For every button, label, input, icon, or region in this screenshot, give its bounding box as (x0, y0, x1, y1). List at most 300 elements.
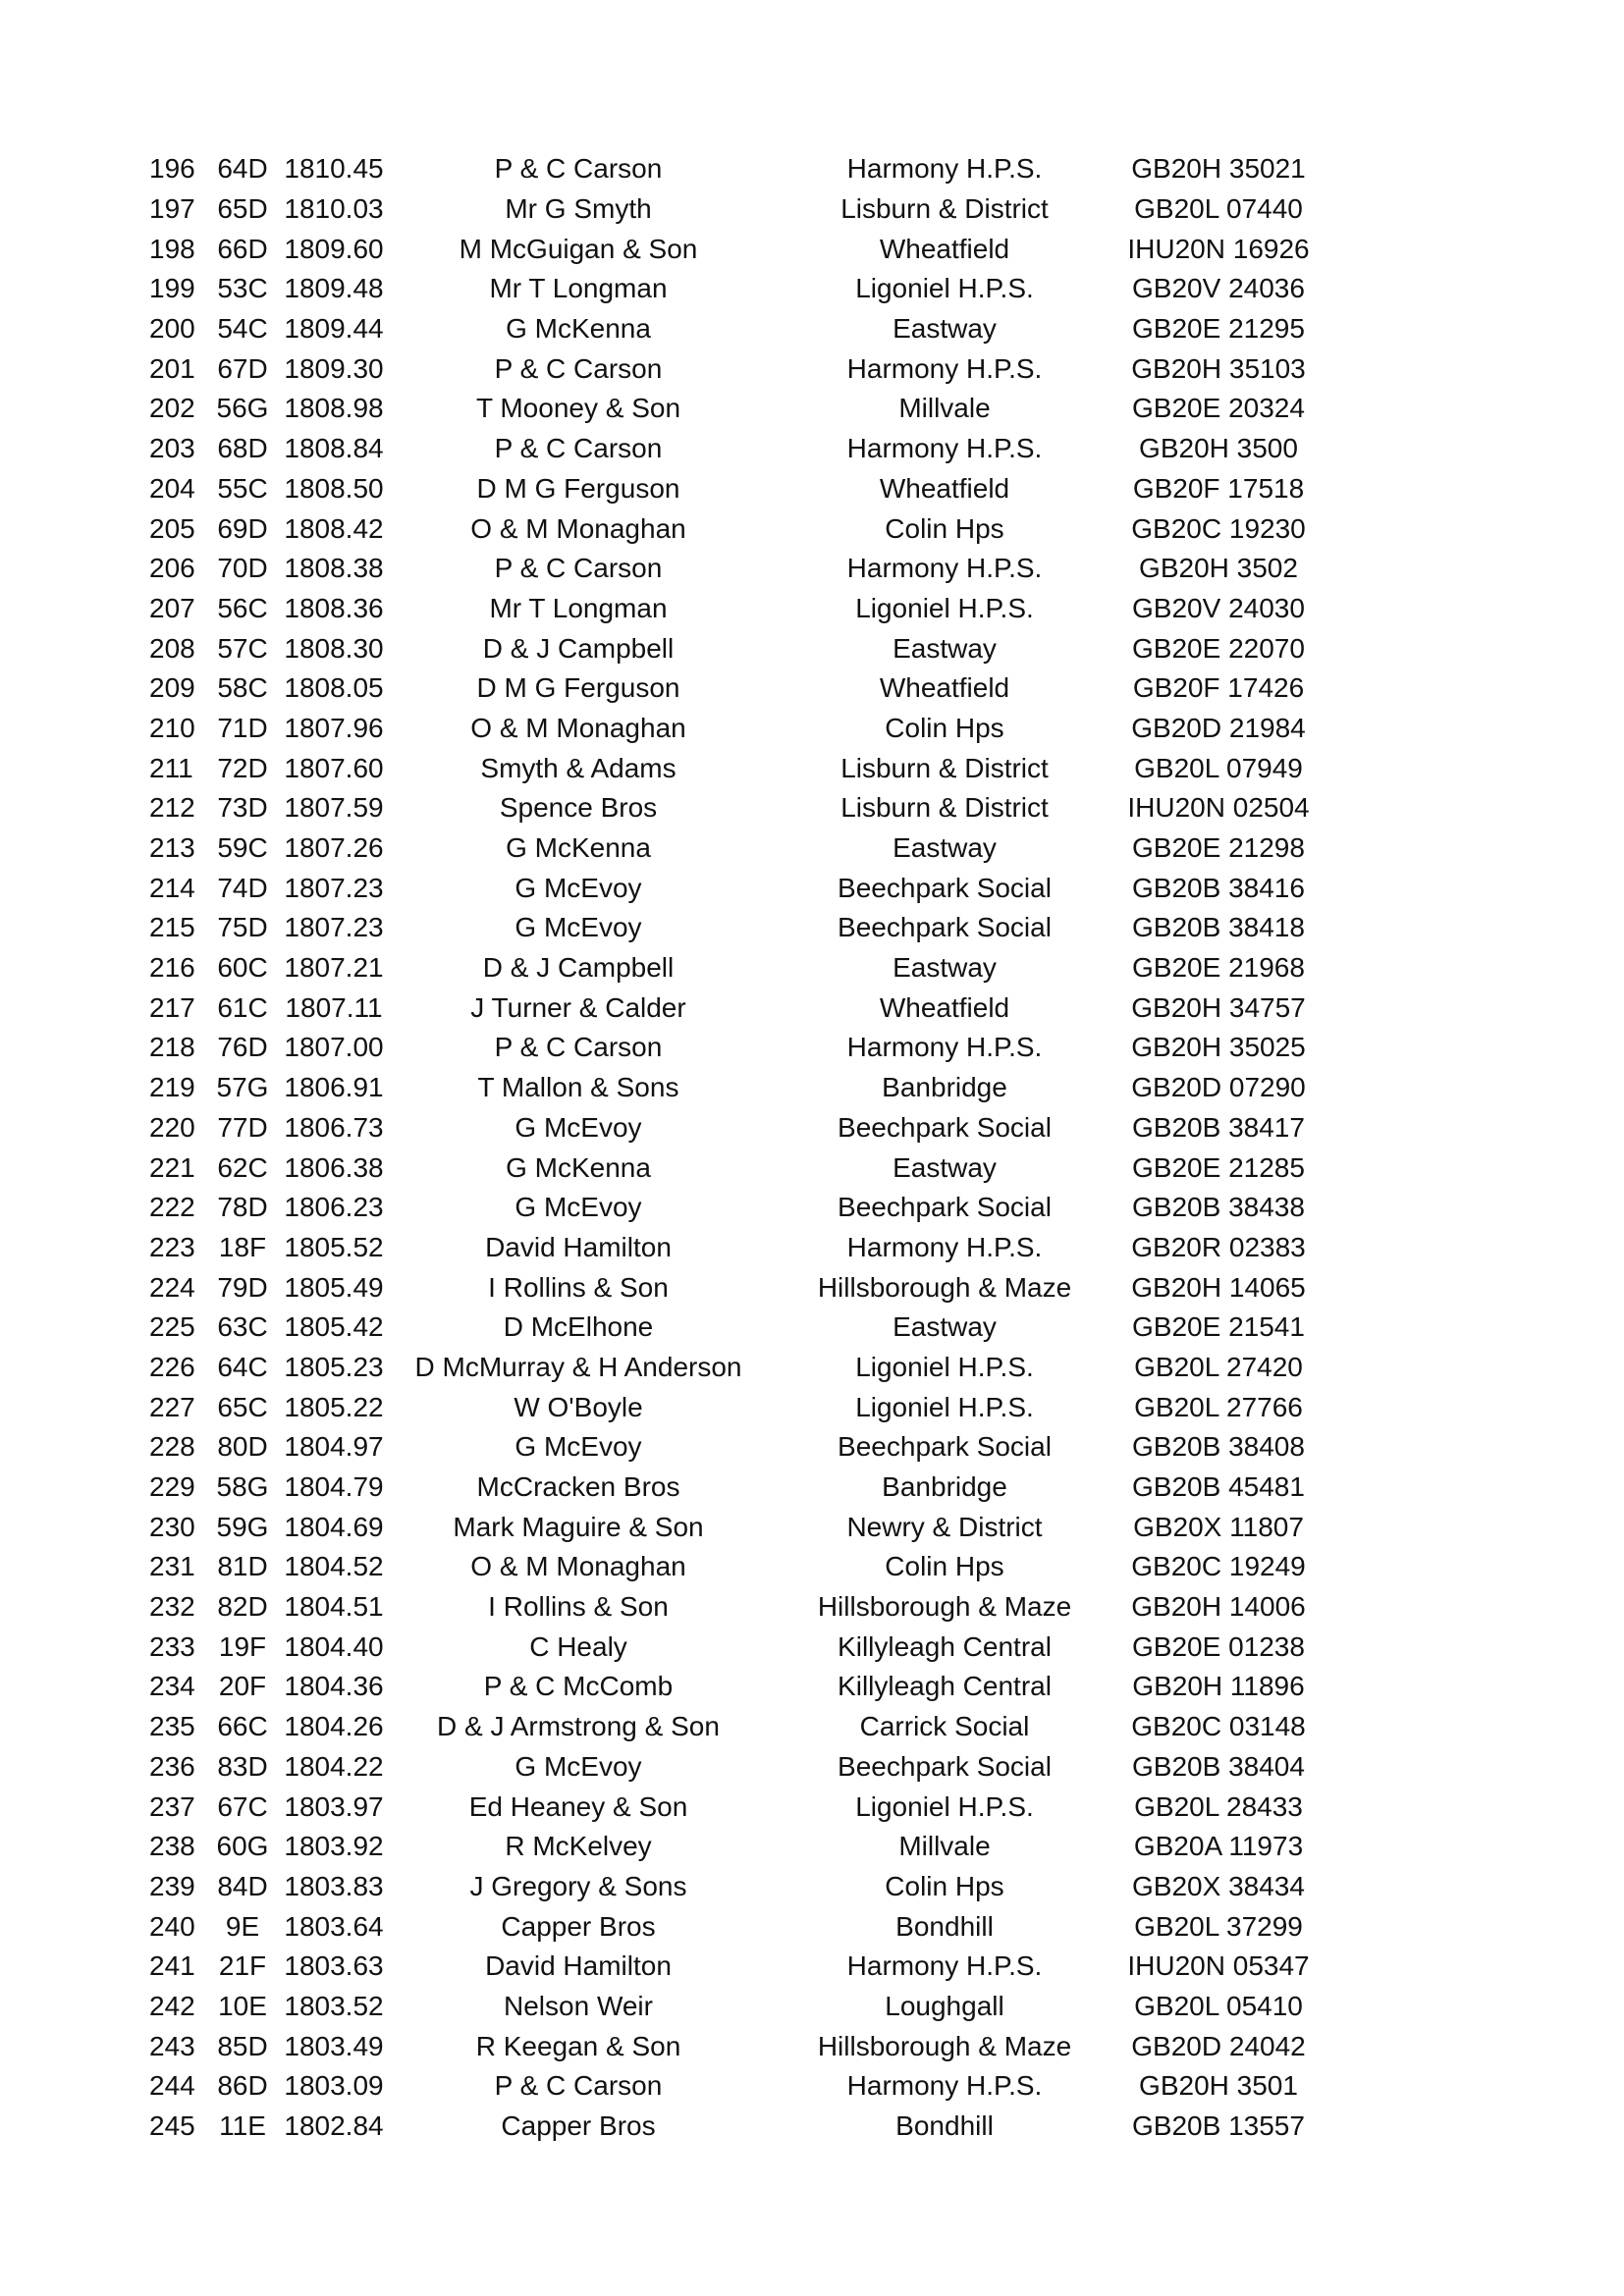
fancier-name-cell: D & J Armstrong & Son (437, 1711, 720, 1742)
fancier-name-cell: T Mooney & Son (475, 393, 681, 424)
table-row (149, 1387, 1312, 1427)
club-cell: Harmony H.P.S. (846, 153, 1043, 185)
table-row (149, 1667, 1312, 1707)
ring-number-cell: GB20B 13557 (1132, 2110, 1305, 2142)
club-cell: Beechpark Social (838, 1111, 1052, 1143)
fancier-name-cell: D M G Ferguson (476, 672, 680, 704)
velocity-cell: 1810.03 (284, 193, 384, 225)
pen-number-cell: 11E (219, 2110, 266, 2142)
pen-number-cell: 60C (217, 952, 268, 984)
velocity-cell: 1803.92 (284, 1831, 384, 1862)
velocity-cell: 1803.97 (284, 1790, 384, 1822)
pen-number-cell: 66D (217, 233, 268, 264)
velocity-cell: 1804.52 (284, 1551, 384, 1582)
club-cell: Bondhill (895, 2110, 994, 2142)
club-cell: Beechpark Social (838, 872, 1052, 903)
fancier-name-cell: Mr G Smyth (505, 193, 652, 225)
table-row (149, 1108, 1312, 1148)
club-cell: Harmony H.P.S. (846, 433, 1043, 464)
table-row (149, 1228, 1312, 1268)
fancier-name-cell: G McKenna (506, 313, 651, 345)
velocity-cell: 1807.11 (285, 991, 383, 1023)
club-cell: Colin Hps (885, 512, 1004, 544)
position-cell: 239 (149, 1870, 195, 1901)
fancier-name-cell: P & C Carson (494, 153, 663, 185)
pen-number-cell: 53C (217, 273, 268, 304)
table-row (149, 748, 1312, 788)
pen-number-cell: 55C (217, 472, 268, 504)
position-cell: 223 (149, 1231, 195, 1262)
table-row (149, 149, 1312, 189)
fancier-name-cell: D McElhone (503, 1311, 654, 1343)
velocity-cell: 1809.60 (284, 233, 384, 264)
fancier-name-cell: O & M Monaghan (470, 512, 686, 544)
table-row (149, 1547, 1312, 1587)
position-cell: 228 (149, 1431, 195, 1463)
fancier-name-cell: P & C McComb (483, 1671, 674, 1702)
table-row (149, 1348, 1312, 1388)
fancier-name-cell: G McEvoy (514, 1431, 642, 1463)
club-cell: Harmony H.P.S. (846, 352, 1043, 384)
pen-number-cell: 64C (217, 1351, 268, 1382)
fancier-name-cell: P & C Carson (494, 352, 663, 384)
pen-number-cell: 71D (217, 712, 268, 743)
position-cell: 204 (149, 472, 195, 504)
club-cell: Harmony H.P.S. (846, 1950, 1043, 1982)
club-cell: Newry & District (846, 1511, 1043, 1542)
fancier-name-cell: Smyth & Adams (480, 752, 677, 783)
club-cell: Banbridge (882, 1072, 1007, 1103)
ring-number-cell: GB20L 27766 (1134, 1391, 1303, 1422)
table-row (149, 309, 1312, 349)
pen-number-cell: 65D (217, 193, 268, 225)
table-row (149, 2066, 1312, 2107)
club-cell: Loughgall (885, 1990, 1004, 2021)
ring-number-cell: GB20X 38434 (1132, 1870, 1305, 1901)
velocity-cell: 1804.22 (284, 1750, 384, 1782)
pen-number-cell: 54C (217, 313, 268, 345)
pen-number-cell: 83D (217, 1750, 268, 1782)
fancier-name-cell: D M G Ferguson (476, 472, 680, 504)
pen-number-cell: 9E (225, 1910, 260, 1942)
ring-number-cell: IHU20N 05347 (1127, 1950, 1310, 1982)
position-cell: 233 (149, 1630, 195, 1662)
pen-number-cell: 70D (217, 553, 268, 584)
pen-number-cell: 78D (217, 1192, 268, 1223)
position-cell: 212 (149, 792, 195, 824)
position-cell: 220 (149, 1111, 195, 1143)
pen-number-cell: 80D (217, 1431, 268, 1463)
position-cell: 203 (149, 433, 195, 464)
club-cell: Eastway (893, 832, 997, 864)
velocity-cell: 1803.83 (284, 1870, 384, 1901)
fancier-name-cell: G McKenna (506, 1151, 651, 1183)
club-cell: Wheatfield (879, 991, 1010, 1023)
pen-number-cell: 77D (217, 1111, 268, 1143)
club-cell: Bondhill (895, 1910, 994, 1942)
position-cell: 208 (149, 632, 195, 664)
velocity-cell: 1806.73 (284, 1111, 384, 1143)
velocity-cell: 1808.38 (284, 553, 384, 584)
velocity-cell: 1807.60 (284, 752, 384, 783)
position-cell: 209 (149, 672, 195, 704)
fancier-name-cell: D McMurray & H Anderson (414, 1351, 742, 1382)
ring-number-cell: GB20C 03148 (1131, 1711, 1306, 1742)
velocity-cell: 1804.26 (284, 1711, 384, 1742)
table-row (149, 348, 1312, 389)
fancier-name-cell: C Healy (529, 1630, 627, 1662)
table-row (149, 668, 1312, 709)
pen-number-cell: 67D (217, 352, 268, 384)
fancier-name-cell: McCracken Bros (476, 1471, 680, 1503)
velocity-cell: 1809.44 (284, 313, 384, 345)
velocity-cell: 1808.05 (284, 672, 384, 704)
table-row (149, 908, 1312, 948)
pen-number-cell: 62C (217, 1151, 268, 1183)
velocity-cell: 1802.84 (284, 2110, 384, 2142)
table-row (149, 1507, 1312, 1547)
club-cell: Hillsborough & Maze (817, 2030, 1072, 2061)
velocity-cell: 1803.63 (284, 1950, 384, 1982)
club-cell: Harmony H.P.S. (846, 1231, 1043, 1262)
ring-number-cell: GB20L 05410 (1134, 1990, 1303, 2021)
results-table (149, 149, 1312, 2146)
table-row (149, 229, 1312, 269)
ring-number-cell: GB20B 38418 (1132, 912, 1305, 943)
fancier-name-cell: D & J Campbell (482, 632, 675, 664)
club-cell: Ligoniel H.P.S. (855, 273, 1034, 304)
pen-number-cell: 75D (217, 912, 268, 943)
velocity-cell: 1808.84 (284, 433, 384, 464)
velocity-cell: 1806.23 (284, 1192, 384, 1223)
position-cell: 196 (149, 153, 195, 185)
position-cell: 211 (149, 752, 193, 783)
velocity-cell: 1803.52 (284, 1990, 384, 2021)
table-row (149, 988, 1312, 1028)
pen-number-cell: 20F (218, 1671, 267, 1702)
velocity-cell: 1807.23 (284, 912, 384, 943)
club-cell: Hillsborough & Maze (817, 1591, 1072, 1623)
pen-number-cell: 57C (217, 632, 268, 664)
table-row (149, 549, 1312, 589)
ring-number-cell: GB20H 35021 (1131, 153, 1306, 185)
fancier-name-cell: I Rollins & Son (488, 1591, 669, 1623)
velocity-cell: 1804.40 (284, 1630, 384, 1662)
pen-number-cell: 85D (217, 2030, 268, 2061)
club-cell: Eastway (893, 952, 997, 984)
fancier-name-cell: Mr T Longman (489, 273, 668, 304)
table-row (149, 469, 1312, 509)
club-cell: Killyleagh Central (838, 1671, 1052, 1702)
club-cell: Eastway (893, 1311, 997, 1343)
ring-number-cell: GB20E 21298 (1132, 832, 1305, 864)
club-cell: Harmony H.P.S. (846, 2070, 1043, 2102)
position-cell: 242 (149, 1990, 195, 2021)
ring-number-cell: GB20H 3501 (1139, 2070, 1298, 2102)
table-row (149, 1587, 1312, 1628)
fancier-name-cell: P & C Carson (494, 553, 663, 584)
ring-number-cell: IHU20N 02504 (1127, 792, 1310, 824)
ring-number-cell: GB20D 24042 (1131, 2030, 1306, 2061)
fancier-name-cell: Ed Heaney & Son (468, 1790, 688, 1822)
club-cell: Killyleagh Central (838, 1630, 1052, 1662)
pen-number-cell: 56C (217, 592, 268, 623)
velocity-cell: 1805.42 (284, 1311, 384, 1343)
position-cell: 216 (149, 952, 195, 984)
velocity-cell: 1810.45 (284, 153, 384, 185)
fancier-name-cell: W O'Boyle (514, 1391, 643, 1422)
pen-number-cell: 21F (218, 1950, 267, 1982)
velocity-cell: 1804.69 (284, 1511, 384, 1542)
position-cell: 217 (149, 991, 195, 1023)
table-row (149, 189, 1312, 230)
fancier-name-cell: Spence Bros (499, 792, 658, 824)
ring-number-cell: GB20E 01238 (1132, 1630, 1305, 1662)
club-cell: Lisburn & District (840, 193, 1049, 225)
velocity-cell: 1804.51 (284, 1591, 384, 1623)
fancier-name-cell: O & M Monaghan (470, 1551, 686, 1582)
ring-number-cell: GB20E 21295 (1132, 313, 1305, 345)
fancier-name-cell: M McGuigan & Son (459, 233, 698, 264)
table-row (149, 828, 1312, 869)
table-row (149, 1787, 1312, 1827)
ring-number-cell: GB20L 07949 (1134, 752, 1303, 783)
ring-number-cell: GB20B 38438 (1132, 1192, 1305, 1223)
ring-number-cell: GB20B 38417 (1132, 1111, 1305, 1143)
position-cell: 236 (149, 1750, 195, 1782)
ring-number-cell: GB20E 21285 (1132, 1151, 1305, 1183)
position-cell: 201 (149, 352, 195, 384)
table-row (149, 269, 1312, 309)
table-row (149, 1707, 1312, 1747)
velocity-cell: 1808.42 (284, 512, 384, 544)
club-cell: Beechpark Social (838, 1192, 1052, 1223)
fancier-name-cell: J Turner & Calder (470, 991, 686, 1023)
pen-number-cell: 72D (217, 752, 268, 783)
pen-number-cell: 82D (217, 1591, 268, 1623)
ring-number-cell: GB20L 37299 (1134, 1910, 1303, 1942)
velocity-cell: 1805.22 (284, 1391, 384, 1422)
club-cell: Eastway (893, 313, 997, 345)
club-cell: Eastway (893, 632, 997, 664)
fancier-name-cell: P & C Carson (494, 433, 663, 464)
ring-number-cell: GB20L 07440 (1134, 193, 1303, 225)
table-row (149, 788, 1312, 828)
position-cell: 245 (149, 2110, 195, 2142)
ring-number-cell: GB20C 19230 (1131, 512, 1306, 544)
position-cell: 231 (149, 1551, 195, 1582)
position-cell: 221 (149, 1151, 195, 1183)
pen-number-cell: 59C (217, 832, 268, 864)
ring-number-cell: GB20L 27420 (1134, 1351, 1303, 1382)
table-row (149, 1827, 1312, 1867)
club-cell: Wheatfield (879, 233, 1010, 264)
ring-number-cell: GB20B 45481 (1132, 1471, 1305, 1503)
ring-number-cell: IHU20N 16926 (1127, 233, 1310, 264)
fancier-name-cell: G McEvoy (514, 912, 642, 943)
fancier-name-cell: T Mallon & Sons (477, 1072, 679, 1103)
position-cell: 198 (149, 233, 195, 264)
club-cell: Beechpark Social (838, 1431, 1052, 1463)
pen-number-cell: 68D (217, 433, 268, 464)
position-cell: 232 (149, 1591, 195, 1623)
velocity-cell: 1807.00 (284, 1032, 384, 1063)
ring-number-cell: GB20B 38408 (1132, 1431, 1305, 1463)
velocity-cell: 1805.23 (284, 1351, 384, 1382)
velocity-cell: 1804.79 (284, 1471, 384, 1503)
club-cell: Carrick Social (859, 1711, 1030, 1742)
table-row (149, 1987, 1312, 2027)
ring-number-cell: GB20D 07290 (1131, 1072, 1306, 1103)
ring-number-cell: GB20R 02383 (1131, 1231, 1306, 1262)
table-row (149, 589, 1312, 629)
pen-number-cell: 56G (216, 393, 269, 424)
fancier-name-cell: Nelson Weir (504, 1990, 653, 2021)
pen-number-cell: 73D (217, 792, 268, 824)
pen-number-cell: 65C (217, 1391, 268, 1422)
ring-number-cell: GB20H 35025 (1131, 1032, 1306, 1063)
club-cell: Beechpark Social (838, 1750, 1052, 1782)
table-row (149, 1267, 1312, 1308)
velocity-cell: 1809.30 (284, 352, 384, 384)
pen-number-cell: 18F (218, 1231, 267, 1262)
pen-number-cell: 10E (218, 1990, 267, 2021)
position-cell: 215 (149, 912, 195, 943)
fancier-name-cell: P & C Carson (494, 2070, 663, 2102)
position-cell: 240 (149, 1910, 195, 1942)
pen-number-cell: 58G (216, 1471, 269, 1503)
velocity-cell: 1803.49 (284, 2030, 384, 2061)
fancier-name-cell: G McEvoy (514, 1192, 642, 1223)
pen-number-cell: 69D (217, 512, 268, 544)
table-row (149, 1947, 1312, 1987)
table-row (149, 1068, 1312, 1108)
position-cell: 235 (149, 1711, 195, 1742)
fancier-name-cell: Capper Bros (501, 2110, 656, 2142)
position-cell: 200 (149, 313, 195, 345)
table-row (149, 1028, 1312, 1068)
table-row (149, 2026, 1312, 2066)
ring-number-cell: GB20H 3502 (1139, 553, 1298, 584)
table-row (149, 2107, 1312, 2147)
pen-number-cell: 64D (217, 153, 268, 185)
ring-number-cell: GB20A 11973 (1133, 1831, 1304, 1862)
results-table-body (149, 149, 1312, 2146)
table-row (149, 709, 1312, 749)
table-row (149, 1188, 1312, 1228)
club-cell: Harmony H.P.S. (846, 1032, 1043, 1063)
club-cell: Ligoniel H.P.S. (855, 1391, 1034, 1422)
fancier-name-cell: D & J Campbell (482, 952, 675, 984)
position-cell: 230 (149, 1511, 195, 1542)
table-row (149, 429, 1312, 469)
position-cell: 226 (149, 1351, 195, 1382)
ring-number-cell: GB20H 35103 (1131, 352, 1306, 384)
ring-number-cell: GB20F 17426 (1132, 672, 1305, 704)
fancier-name-cell: I Rollins & Son (488, 1271, 669, 1303)
velocity-cell: 1804.36 (284, 1671, 384, 1702)
position-cell: 213 (149, 832, 195, 864)
table-row (149, 1308, 1312, 1348)
pen-number-cell: 61C (217, 991, 268, 1023)
table-row (149, 508, 1312, 549)
position-cell: 224 (149, 1271, 195, 1303)
club-cell: Eastway (893, 1151, 997, 1183)
fancier-name-cell: R Keegan & Son (475, 2030, 681, 2061)
pen-number-cell: 79D (217, 1271, 268, 1303)
position-cell: 205 (149, 512, 195, 544)
ring-number-cell: GB20B 38404 (1132, 1750, 1305, 1782)
ring-number-cell: GB20H 14006 (1131, 1591, 1306, 1623)
ring-number-cell: GB20H 34757 (1131, 991, 1306, 1023)
club-cell: Beechpark Social (838, 912, 1052, 943)
velocity-cell: 1806.91 (284, 1072, 384, 1103)
pen-number-cell: 60G (216, 1831, 269, 1862)
velocity-cell: 1809.48 (284, 273, 384, 304)
pen-number-cell: 67C (217, 1790, 268, 1822)
ring-number-cell: GB20X 11807 (1133, 1511, 1304, 1542)
position-cell: 199 (149, 273, 195, 304)
velocity-cell: 1808.50 (284, 472, 384, 504)
ring-number-cell: GB20E 20324 (1132, 393, 1305, 424)
club-cell: Wheatfield (879, 472, 1010, 504)
fancier-name-cell: G McEvoy (514, 1750, 642, 1782)
ring-number-cell: GB20F 17518 (1132, 472, 1305, 504)
velocity-cell: 1807.23 (284, 872, 384, 903)
position-cell: 241 (149, 1950, 195, 1982)
pen-number-cell: 59G (216, 1511, 269, 1542)
position-cell: 218 (149, 1032, 195, 1063)
fancier-name-cell: G McKenna (506, 832, 651, 864)
velocity-cell: 1807.26 (284, 832, 384, 864)
club-cell: Ligoniel H.P.S. (855, 592, 1034, 623)
fancier-name-cell: David Hamilton (485, 1950, 672, 1982)
position-cell: 214 (149, 872, 195, 903)
velocity-cell: 1803.64 (284, 1910, 384, 1942)
table-row (149, 1747, 1312, 1788)
pen-number-cell: 58C (217, 672, 268, 704)
position-cell: 227 (149, 1391, 195, 1422)
club-cell: Lisburn & District (840, 752, 1049, 783)
fancier-name-cell: G McEvoy (514, 1111, 642, 1143)
fancier-name-cell: R McKelvey (505, 1831, 652, 1862)
position-cell: 206 (149, 553, 195, 584)
velocity-cell: 1805.49 (284, 1271, 384, 1303)
pen-number-cell: 84D (217, 1870, 268, 1901)
pen-number-cell: 63C (217, 1311, 268, 1343)
ring-number-cell: GB20B 38416 (1132, 872, 1305, 903)
club-cell: Millvale (898, 1831, 991, 1862)
position-cell: 243 (149, 2030, 195, 2061)
pen-number-cell: 74D (217, 872, 268, 903)
fancier-name-cell: Mark Maguire & Son (453, 1511, 704, 1542)
position-cell: 229 (149, 1471, 195, 1503)
velocity-cell: 1807.21 (284, 952, 384, 984)
velocity-cell: 1807.59 (284, 792, 384, 824)
pen-number-cell: 76D (217, 1032, 268, 1063)
ring-number-cell: GB20V 24036 (1132, 273, 1305, 304)
club-cell: Harmony H.P.S. (846, 553, 1043, 584)
velocity-cell: 1808.36 (284, 592, 384, 623)
position-cell: 222 (149, 1192, 195, 1223)
position-cell: 244 (149, 2070, 195, 2102)
pen-number-cell: 66C (217, 1711, 268, 1742)
velocity-cell: 1806.38 (284, 1151, 384, 1183)
club-cell: Ligoniel H.P.S. (855, 1790, 1034, 1822)
ring-number-cell: GB20L 28433 (1134, 1790, 1303, 1822)
ring-number-cell: GB20E 21541 (1132, 1311, 1305, 1343)
table-row (149, 389, 1312, 429)
